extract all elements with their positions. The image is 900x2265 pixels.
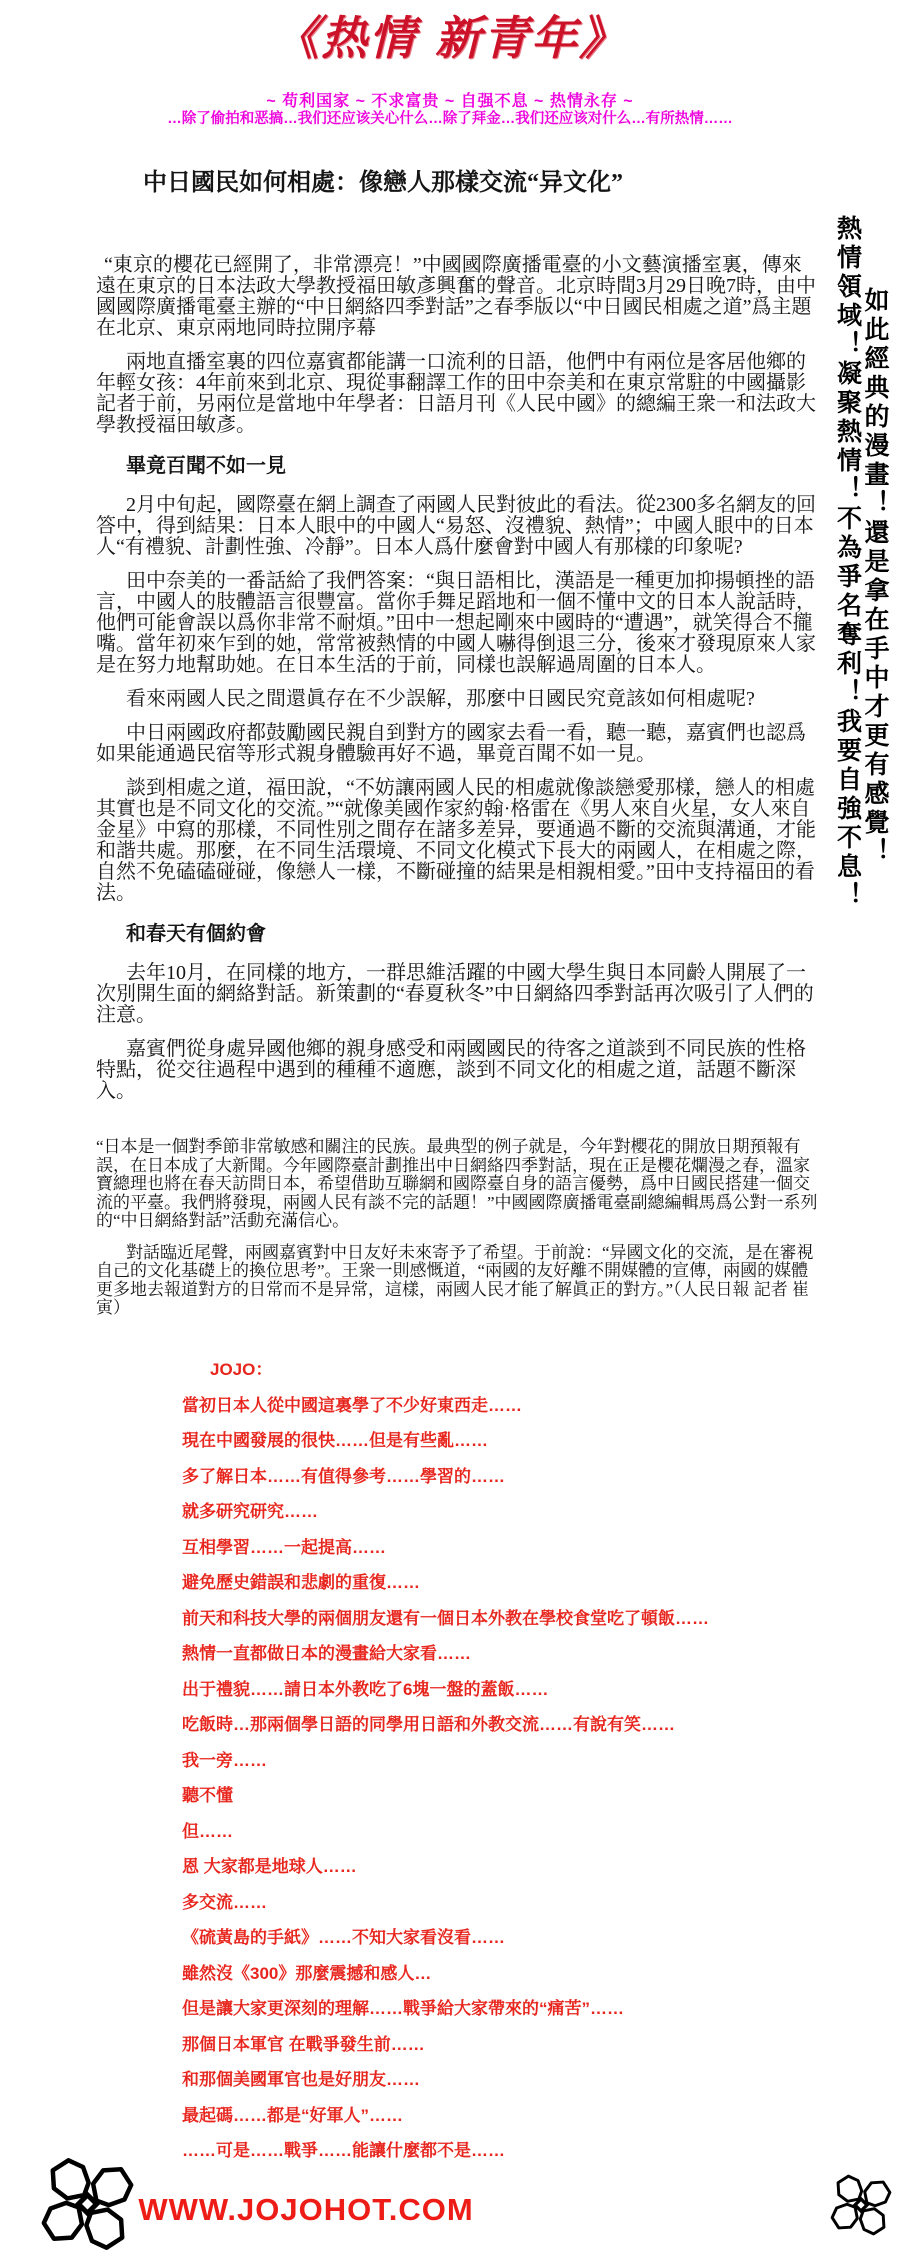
comment-line: 最起碼……都是“好軍人”…… <box>182 2105 403 2125</box>
comment-line: 前天和科技大學的兩個朋友還有一個日本外教在學校食堂吃了頓飯…… <box>182 1608 709 1628</box>
masthead <box>0 4 900 73</box>
site-url-text: WWW.JOJOHOT.COM <box>138 2192 474 2227</box>
vertical-slogan-right-column: 如此經典的漫畫！還是拿在手中才更有感覺！ <box>861 287 889 867</box>
article-paragraph: 看來兩國人民之間還眞存在不少誤解，那麼中日國民究竟該如何相處呢? <box>126 688 755 710</box>
comment-line: 但是讓大家更深刻的理解……戰爭給大家帶來的“痛苦”…… <box>182 1999 624 2018</box>
comment-line: 《硫黃島的手紙》……不知大家看沒看…… <box>182 1928 505 1947</box>
comment-line: 但…… <box>182 1821 233 1841</box>
comment-line: ……可是……戰爭……能讓什麼都不是…… <box>182 2141 505 2160</box>
comment-line: 當初日本人從中國這裏學了不少好東西走…… <box>182 1395 522 1415</box>
article-paragraph: 中日兩國政府都鼓勵國民親自到對方的國家去看一看，聽一聽，嘉賓們也認爲如果能通過民宿等形式親身體驗再好不過，畢竟百聞不如一見。 <box>96 722 806 765</box>
comment-line: 那個日本軍官 在戰爭發生前…… <box>182 2034 425 2054</box>
article-paragraph: 兩地直播室裏的四位嘉賓都能講一口流利的日語，他們中有兩位是客居他鄉的年輕女孩：4年前來到北京、現從事翻譯工作的田中奈美和在東京常駐的中國攝影記者于前，另兩位是當地中年學者：日語月刊《人民中國》的總編王衆一和法政大學教授福田敏彥。 <box>96 351 816 436</box>
comments-block <box>182 1360 820 2161</box>
vertical-slogan-left-column: 熱情領域！凝聚熱情！不為爭名奪利！我要自強不息！ <box>833 215 862 911</box>
comments-salutation: JOJO： <box>210 1359 273 1379</box>
article-subhead: 畢竟百聞不如一見 <box>126 455 286 477</box>
comment-line: 現在中國發展的很快……但是有些亂…… <box>182 1431 488 1450</box>
vertical-slogan-banner <box>833 215 888 1065</box>
comment-line: 出于禮貌……請日本外教吃了6塊一盤的蓋飯…… <box>182 1679 549 1699</box>
comment-line: 吃飯時…那兩個學日語的同學用日語和外教交流……有說有笑…… <box>182 1715 675 1734</box>
article-body <box>96 255 820 1318</box>
comment-line: 互相學習……一起提高…… <box>182 1537 386 1557</box>
article-paragraph: 田中奈美的一番話給了我們答案：“與日語相比，漢語是一種更加抑揚頓挫的語言，中國人的肢體語言很豐富。當你手舞足蹈地和一個不懂中文的日本人說話時，他們可能會誤以爲你非常不耐煩。”田中一想起剛來中國時的“遭遇”，就笑得合不攏嘴。當年初來乍到的她，常常被熱情的中國人嚇得倒退三分，後來才發現原來人家是在努力地幫助她。在日本生活的于前，同樣也誤解過周圍的日本人。 <box>96 570 816 676</box>
article-paragraph: 對話臨近尾聲，兩國嘉賓對中日友好未來寄予了希望。于前說：“异國文化的交流，是在審視自己的文化基礎上的換位思考”。王衆一則感慨道，“兩國的友好離不開媒體的宣傳，兩國的媒體更多地去報道對方的日常而不是异常，這樣，兩國人民才能了解眞正的對方。”（人民日報 記者 崔寅） <box>96 1242 814 1317</box>
article-paragraph: 2月中旬起，國際臺在網上調查了兩國人民對彼此的看法。從2300多名網友的回答中，得到結果：日本人眼中的中國人“易怒、沒禮貌、熱情”；中國人眼中的日本人“有禮貌、計劃性強、冷靜”。日本人爲什麼會對中國人有那樣的印象呢? <box>96 494 816 558</box>
comment-line: 我一旁…… <box>182 1750 267 1770</box>
masthead-title: 《热情 新青年》 <box>272 11 627 65</box>
article-paragraph: “日本是一個對季節非常敏感和關注的民族。最典型的例子就是，今年對櫻花的開放日期預報有誤，在日本成了大新聞。今年國際臺計劃推出中日網絡四季對話，現在正是櫻花爛漫之春，溫家寶總理也將在春天訪問日本，希望借助互聯網和國際臺自身的語言優勢，爲中日國民搭建一個交流的平臺。我們將發現，兩國人民有談不完的話題！”中國國際廣播電臺副總編輯馬爲公對一系列的“中日網絡對話”活動充滿信心。 <box>96 1137 818 1230</box>
article-subhead: 和春天有個約會 <box>126 923 266 945</box>
comments-list <box>182 1396 820 2161</box>
comment-line: 和那個美國軍官也是好朋友…… <box>182 2070 420 2089</box>
article-paragraph: 去年10月，在同樣的地方，一群思維活躍的中國大學生與日本同齡人開展了一次別開生面的網絡對話。新策劃的“春夏秋冬”中日網絡四季對話再次吸引了人們的注意。 <box>96 962 814 1026</box>
article-paragraph: 嘉賓們從身處异國他鄉的親身感受和兩國國民的待客之道談到不同民族的性格特點，從交往過程中遇到的種種不適應，談到不同文化的相處之道，話題不斷深入。 <box>96 1038 806 1102</box>
comment-line: 聽不懂 <box>182 1786 233 1805</box>
comment-line: 就多研究研究…… <box>182 1502 318 1521</box>
slogan-line-1: ~ 苟利国家 ~ 不求富贵 ~ 自强不息 ~ 热情永存 ~ <box>266 93 634 110</box>
main-content-column <box>96 162 820 2177</box>
slogan-line-2: …除了偷拍和恶搞…我们还应该关心什么…除了拜金…我们还应该对什么…有所热情…… <box>167 111 733 127</box>
article-paragraph: “東京的櫻花已經開了，非常漂亮！”中國國際廣播電臺的小文藝演播室裏，傳來遠在東京的日本法政大學教授福田敏彥興奮的聲音。北京時間3月29日晚7時，由中國國際廣播電臺主辦的“中日網絡四季對話”之春季版以“中日國民相處之道”爲主題在北京、東京兩地同時拉開序幕 <box>96 254 816 339</box>
pinwheel-icon <box>824 2160 898 2250</box>
comment-line: 雖然沒《300》那麼震撼和感人… <box>182 1963 432 1983</box>
article-paragraph: 談到相處之道，福田說，“不妨讓兩國人民的相處就像談戀愛那樣，戀人的相處其實也是不同文化的交流。”“就像美國作家約翰·格雷在《男人來自火星，女人來自金星》中寫的那樣，不同性別之間存在諸多差异，要通過不斷的交流與溝通，才能和諧共處。那麼，在不同生活環境、不同文化模式下長大的兩國人，在相處之際，自然不免磕磕碰碰，像戀人一樣，不斷碰撞的結果是相親相愛。”田中支持福田的看法。 <box>96 777 816 904</box>
comment-line: 多了解日本……有值得參考……學習的…… <box>182 1466 505 1486</box>
comment-line: 多交流…… <box>182 1892 267 1912</box>
comment-line: 恩 大家都是地球人…… <box>182 1857 357 1876</box>
article-title: 中日國民如何相處：像戀人那樣交流“异文化” <box>143 170 623 196</box>
comment-line: 避免歷史錯誤和悲劇的重復…… <box>182 1573 420 1592</box>
comment-line: 熱情一直都做日本的漫畫給大家看…… <box>182 1644 471 1663</box>
